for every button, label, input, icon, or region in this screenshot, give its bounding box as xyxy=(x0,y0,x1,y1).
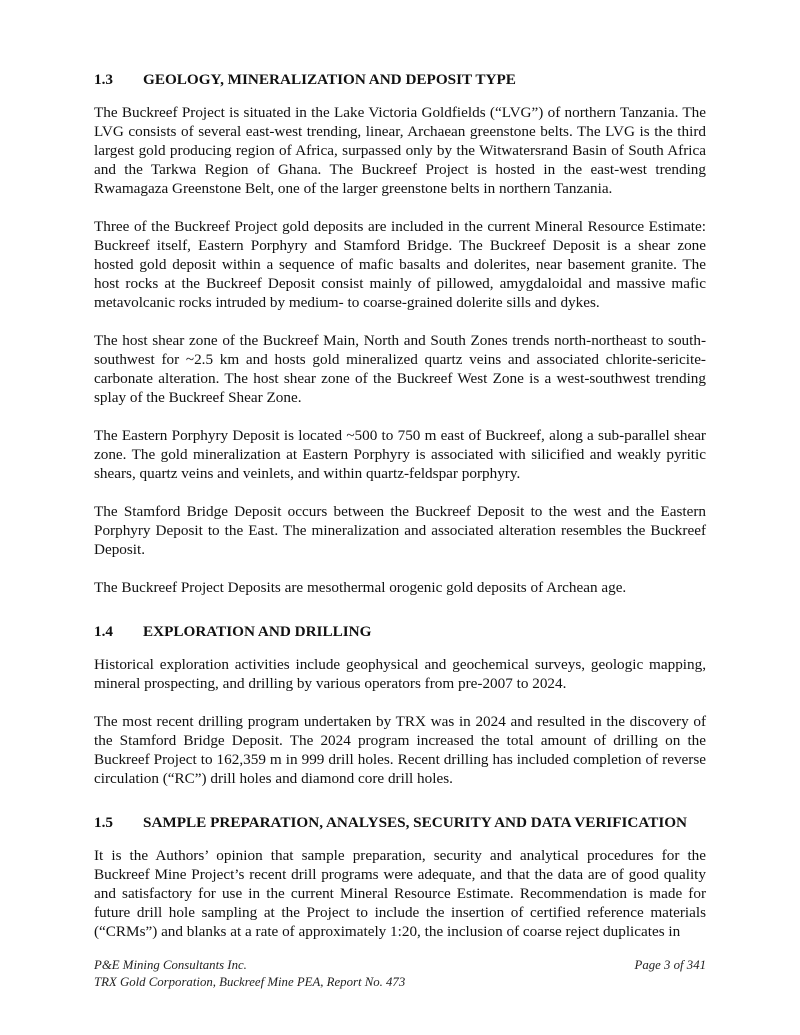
section-number: 1.5 xyxy=(94,814,113,831)
paragraph: The Eastern Porphyry Deposit is located ~500 to 750 m east of Buckreef, along a sub-parallel shear zone. The gold mineralization at Eastern Porphyry is associated with silicified and weakly pyritic shears, quartz veins and veinlets, and within quartz-feldspar porphyry. xyxy=(94,427,706,482)
section-title: SAMPLE PREPARATION, ANALYSES, SECURITY AND DATA VERIFICATION xyxy=(143,814,688,831)
paragraph: It is the Authors’ opinion that sample preparation, security and analytical procedures for the Buckreef Mine Project’s recent drill programs were adequate, and that the data are of good quality and satisfactory for use in the current Mineral Resource Estimate. Recommendation is made for future drill hole sampling at the Project to include the insertion of certified reference materials (“CRMs”) and blanks at a rate of approximately 1:20, the inclusion of coarse reject duplicates in xyxy=(94,847,706,940)
section-heading-1-4 xyxy=(94,622,706,641)
section-title: EXPLORATION AND DRILLING xyxy=(143,623,372,640)
paragraph: Historical exploration activities include geophysical and geochemical surveys, geologic mapping, mineral prospecting, and drilling by various operators from pre-2007 to 2024. xyxy=(94,656,706,692)
paragraph: The Stamford Bridge Deposit occurs between the Buckreef Deposit to the west and the Eastern Porphyry Deposit to the East. The mineralization and associated alteration resembles the Buckreef Deposit. xyxy=(94,503,706,558)
paragraph: The host shear zone of the Buckreef Main, North and South Zones trends north-northeast to south-southwest for ~2.5 km and hosts gold mineralized quartz veins and associated chlorite-sericite-carbonate alteration. The host shear zone of the Buckreef West Zone is a west-southwest trending splay of the Buckreef Shear Zone. xyxy=(94,332,706,406)
paragraph: The most recent drilling program undertaken by TRX was in 2024 and resulted in the discovery of the Stamford Bridge Deposit. The 2024 program increased the total amount of drilling on the Buckreef Project to 162,359 m in 999 drill holes. Recent drilling has included completion of reverse circulation (“RC”) drill holes and diamond core drill holes. xyxy=(94,713,706,787)
paragraph: Three of the Buckreef Project gold deposits are included in the current Mineral Resource Estimate: Buckreef itself, Eastern Porphyry and Stamford Bridge. The Buckreef Deposit is a shear zone hosted gold deposit within a sequence of mafic basalts and dolerites, near basement granite. The host rocks at the Buckreef Deposit consist mainly of pillowed, amygdaloidal and massive mafic metavolcanic rocks intruded by medium- to coarse-grained dolerite sills and dykes. xyxy=(94,218,706,311)
paragraph: The Buckreef Project Deposits are mesothermal orogenic gold deposits of Archean age. xyxy=(94,579,627,596)
paragraph: The Buckreef Project is situated in the Lake Victoria Goldfields (“LVG”) of northern Tanzania. The LVG consists of several east-west trending, linear, Archaean greenstone belts. The LVG is the third largest gold producing region of Africa, surpassed only by the Witwatersrand Basin of South Africa and the Tarkwa Region of Ghana. The Buckreef Project is hosted in the east-west trending Rwamagaza Greenstone Belt, one of the larger greenstone belts in northern Tanzania. xyxy=(94,104,706,197)
section-number: 1.3 xyxy=(94,71,113,88)
section-title: GEOLOGY, MINERALIZATION AND DEPOSIT TYPE xyxy=(143,71,516,88)
section-heading-1-5 xyxy=(94,813,706,832)
footer-page-number: Page 3 of 341 xyxy=(634,958,706,972)
footer-report: TRX Gold Corporation, Buckreef Mine PEA, Report No. 473 xyxy=(94,975,406,989)
section-heading-1-3 xyxy=(94,70,706,89)
section-number: 1.4 xyxy=(94,623,113,640)
page-footer xyxy=(94,957,706,991)
footer-company: P&E Mining Consultants Inc. xyxy=(94,958,247,972)
document-body xyxy=(94,70,706,960)
